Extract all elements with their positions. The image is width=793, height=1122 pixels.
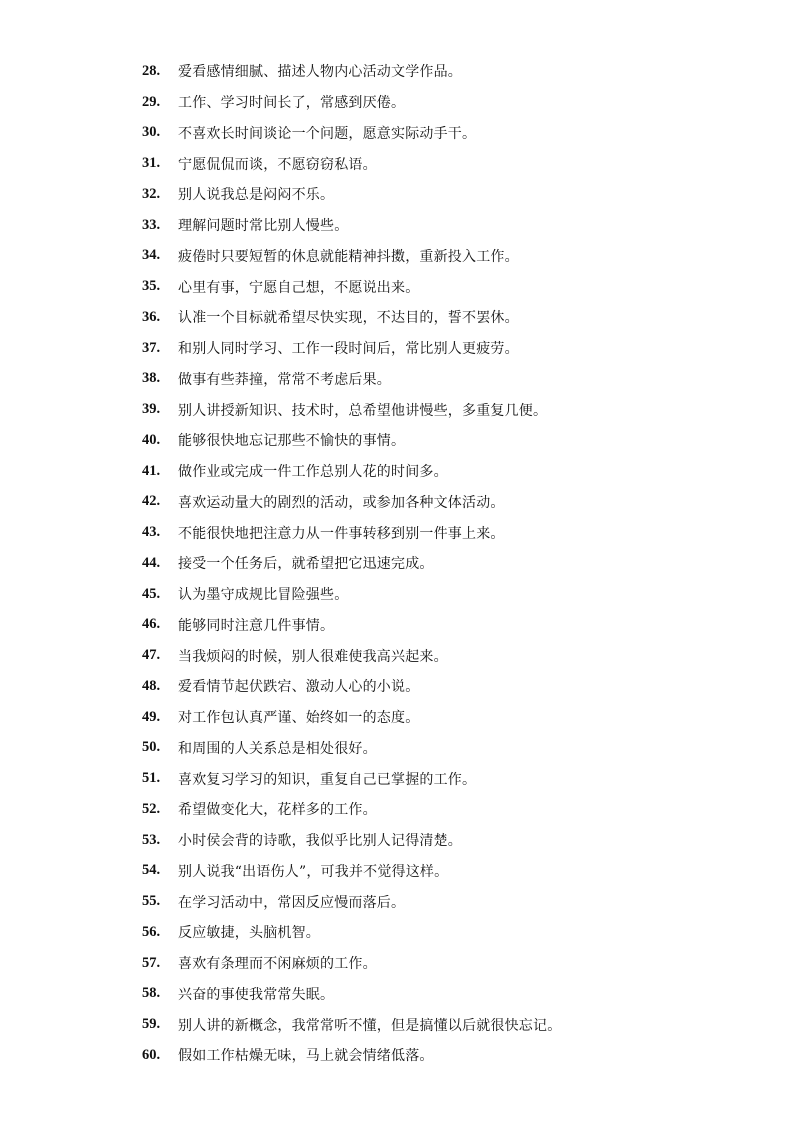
question-number: 53. (142, 831, 161, 848)
question-text: 喜欢复习学习的知识，重复自己已掌握的工作。 (178, 771, 477, 788)
question-number: 51. (142, 770, 161, 787)
question-item (142, 56, 561, 87)
question-item (142, 763, 561, 794)
question-text: 喜欢运动量大的剧烈的活动，或参加各种文体活动。 (178, 494, 505, 511)
question-number: 60. (142, 1046, 161, 1063)
question-text: 爱看情节起伏跌宕、激动人心的小说。 (178, 679, 420, 696)
question-text: 和周围的人关系总是相处很好。 (178, 740, 377, 757)
question-item (142, 179, 561, 210)
question-item (142, 548, 561, 579)
question-number: 56. (142, 923, 161, 940)
question-item (142, 456, 561, 487)
question-number: 46. (142, 616, 161, 633)
question-item (142, 886, 561, 917)
question-item (142, 118, 561, 149)
question-text: 在学习活动中，常因反应慢而落后。 (178, 894, 406, 911)
question-item (142, 671, 561, 702)
question-number: 31. (142, 155, 161, 172)
question-text: 兴奋的事使我常常失眠。 (178, 986, 335, 1003)
question-item (142, 610, 561, 641)
question-number: 29. (142, 93, 161, 110)
question-item (142, 979, 561, 1010)
question-number: 36. (142, 308, 161, 325)
question-item (142, 702, 561, 733)
question-item (142, 487, 561, 518)
question-text: 假如工作枯燥无味，马上就会情绪低落。 (178, 1048, 434, 1065)
question-list (142, 56, 561, 1071)
question-text: 反应敏捷，头脑机智。 (178, 925, 320, 942)
question-text: 心里有事，宁愿自己想，不愿说出来。 (178, 279, 420, 296)
question-item (142, 148, 561, 179)
question-text: 当我烦闷的时候，别人很难使我高兴起来。 (178, 648, 448, 665)
question-text: 对工作包认真严谨、始终如一的态度。 (178, 710, 420, 727)
question-item (142, 517, 561, 548)
question-item (142, 333, 561, 364)
question-text: 理解问题时常比别人慢些。 (178, 218, 349, 235)
question-number: 44. (142, 554, 161, 571)
question-item (142, 825, 561, 856)
question-number: 35. (142, 278, 161, 295)
question-text: 宁愿侃侃而谈，不愿窃窃私语。 (178, 156, 377, 173)
question-text: 做事有些莽撞，常常不考虑后果。 (178, 371, 391, 388)
question-item (142, 856, 561, 887)
question-item (142, 210, 561, 241)
question-number: 34. (142, 247, 161, 264)
question-item (142, 794, 561, 825)
question-text: 不喜欢长时间谈论一个问题，愿意实际动手干。 (178, 125, 477, 142)
question-text: 工作、学习时间长了，常感到厌倦。 (178, 95, 406, 112)
question-item (142, 241, 561, 272)
question-text: 能够同时注意几件事情。 (178, 617, 335, 634)
question-number: 54. (142, 862, 161, 879)
question-number: 55. (142, 893, 161, 910)
question-text: 认为墨守成规比冒险强些。 (178, 587, 349, 604)
question-text: 希望做变化大，花样多的工作。 (178, 802, 377, 819)
question-item (142, 87, 561, 118)
question-number: 45. (142, 585, 161, 602)
question-number: 42. (142, 493, 161, 510)
question-item (142, 948, 561, 979)
question-text: 喜欢有条理而不闲麻烦的工作。 (178, 956, 377, 973)
question-number: 52. (142, 800, 161, 817)
question-number: 33. (142, 216, 161, 233)
question-number: 39. (142, 401, 161, 418)
question-text: 做作业或完成一件工作总别人花的时间多。 (178, 464, 448, 481)
question-number: 50. (142, 739, 161, 756)
question-text: 不能很快地把注意力从一件事转移到别一件事上来。 (178, 525, 505, 542)
question-number: 28. (142, 62, 161, 79)
question-number: 47. (142, 647, 161, 664)
question-number: 59. (142, 1016, 161, 1033)
question-item (142, 579, 561, 610)
question-number: 58. (142, 985, 161, 1002)
question-text: 别人讲授新知识、技术时，总希望他讲慢些，多重复几便。 (178, 402, 548, 419)
question-item (142, 364, 561, 395)
question-text: 别人说我“出语伤人”，可我并不觉得这样。 (178, 863, 449, 880)
question-number: 40. (142, 431, 161, 448)
question-item (142, 394, 561, 425)
question-text: 爱看感情细腻、描述人物内心活动文学作品。 (178, 64, 462, 81)
question-text: 别人说我总是闷闷不乐。 (178, 187, 335, 204)
question-number: 43. (142, 524, 161, 541)
question-number: 38. (142, 370, 161, 387)
question-item (142, 425, 561, 456)
question-text: 疲倦时只要短暂的休息就能精神抖擞，重新投入工作。 (178, 248, 519, 265)
question-text: 接受一个任务后，就希望把它迅速完成。 (178, 556, 434, 573)
question-item (142, 302, 561, 333)
question-item (142, 271, 561, 302)
question-number: 37. (142, 339, 161, 356)
question-text: 小时侯会背的诗歌，我似乎比别人记得清楚。 (178, 833, 462, 850)
question-text: 认准一个目标就希望尽快实现，不达目的，誓不罢休。 (178, 310, 519, 327)
question-item (142, 1040, 561, 1071)
question-text: 能够很快地忘记那些不愉快的事情。 (178, 433, 406, 450)
question-number: 30. (142, 124, 161, 141)
question-number: 49. (142, 708, 161, 725)
question-text: 别人讲的新概念，我常常听不懂，但是搞懂以后就很快忘记。 (178, 1017, 562, 1034)
question-item (142, 640, 561, 671)
question-number: 48. (142, 677, 161, 694)
question-item (142, 917, 561, 948)
question-number: 41. (142, 462, 161, 479)
question-item (142, 733, 561, 764)
question-number: 32. (142, 185, 161, 202)
question-text: 和别人同时学习、工作一段时间后，常比别人更疲劳。 (178, 341, 519, 358)
question-number: 57. (142, 954, 161, 971)
question-item (142, 1009, 561, 1040)
